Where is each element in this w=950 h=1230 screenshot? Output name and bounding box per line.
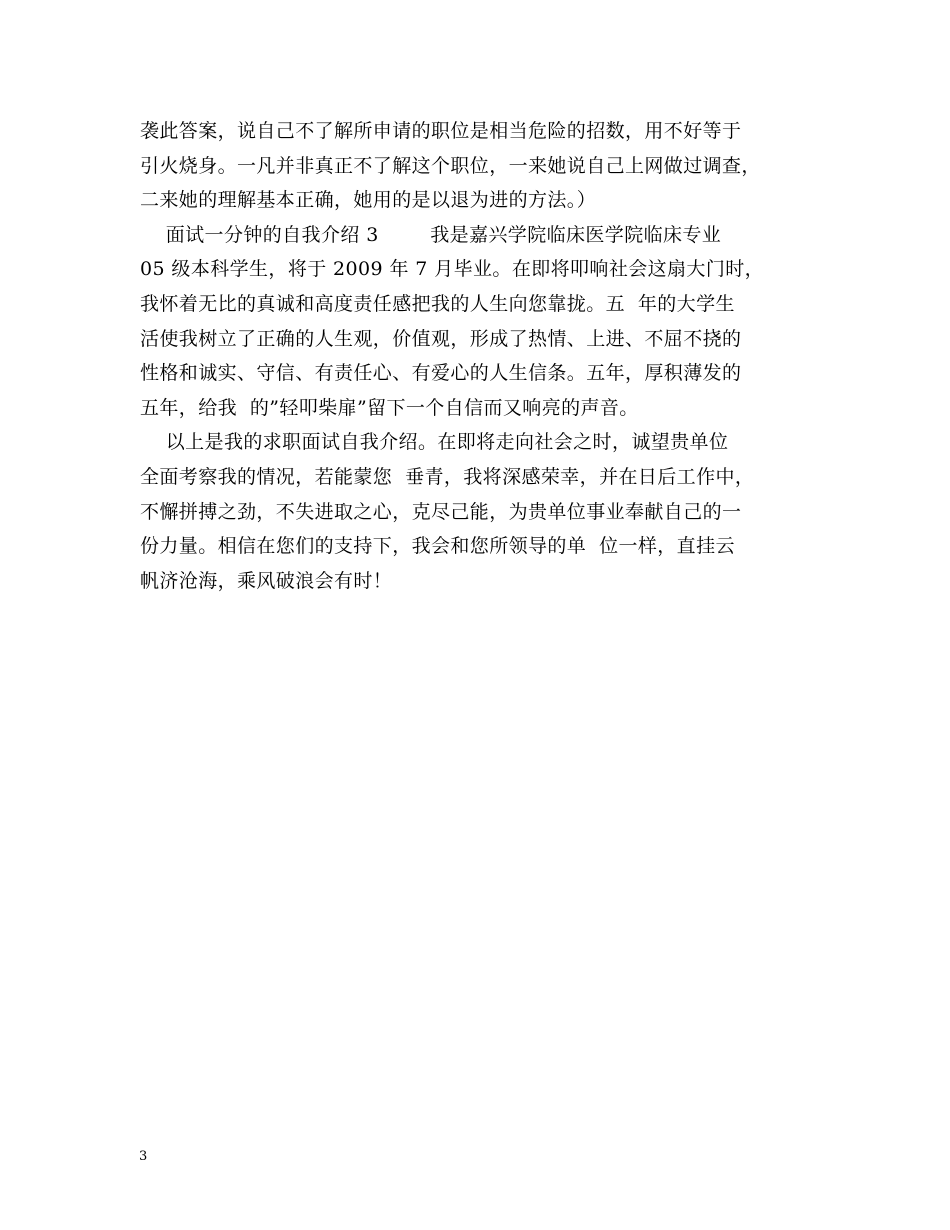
text-line: 以上是我的求职面试自我介绍。在即将走向社会之时，诚望贵单位 [140,431,729,454]
text-line: 引火烧身。一凡并非真正不了解这个职位，一来她说自己上网做过调查， [140,154,761,177]
text-line: 全面考察我的情况，若能蒙您 垂青，我将深感荣幸，并在日后工作中， [140,465,755,488]
text-line: 帆济沧海，乘风破浪会有时！ [140,569,393,592]
text-line: 面试一分钟的自我介绍 3 我是嘉兴学院临床医学院临床专业 [140,223,722,246]
text-line: 袭此答案，说自己不了解所申请的职位是相当危险的招数，用不好等于 [140,120,742,142]
text-line: 五年，给我 的”轻叩柴扉”留下一个自信而又响亮的声音。 [140,396,639,419]
text-line: 05 级本科学生，将于 2009 年 7 月毕业。在即将叩响社会这扇大门时， [140,258,765,281]
text-line: 性格和诚实、守信、有责任心、有爱心的人生信条。五年，厚积薄发的 [140,362,742,385]
page-number: 3 [139,1149,148,1164]
text-line: 我怀着无比的真诚和高度责任感把我的人生向您靠拢。五 年的大学生 [140,292,735,315]
text-line: 二来她的理解基本正确，她用的是以退为进的方法。） [140,189,597,212]
body-text [140,114,820,598]
text-line: 活使我树立了正确的人生观，价值观，形成了热情、上进、不屈不挠的 [140,327,742,350]
text-line: 份力量。相信在您们的支持下，我会和您所领导的单 位一样，直挂云 [140,535,735,558]
text-line: 不懈拼搏之劲，不失进取之心，克尽己能，为贵单位事业奉献自己的一 [140,500,742,523]
